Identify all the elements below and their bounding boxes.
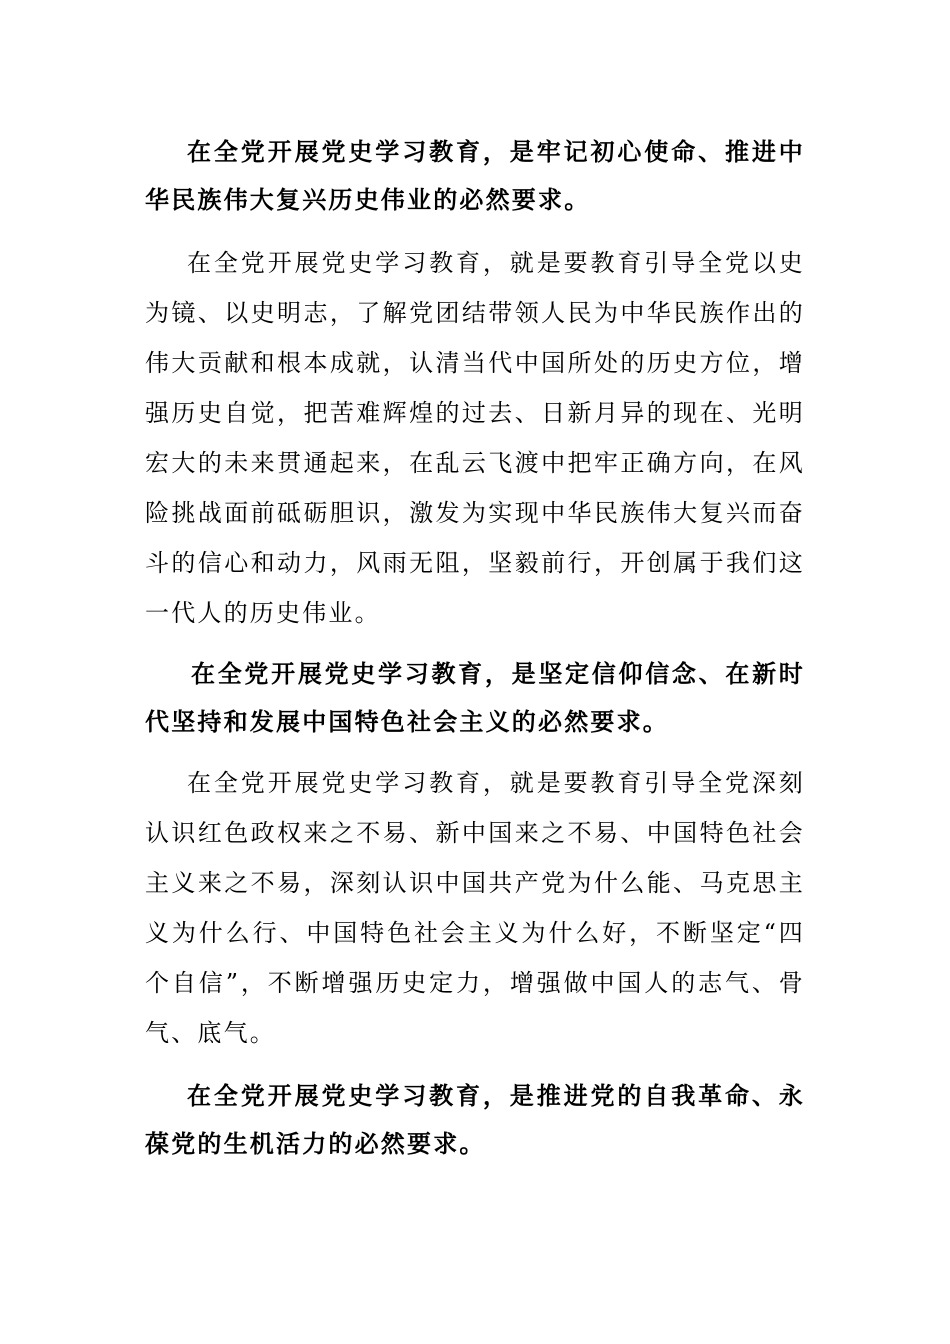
section-body-2: 在全党开展党史学习教育，就是要教育引导全党深刻认识红色政权来之不易、新中国来之不易、中国特色社会主义来之不易，深刻认识中国共产党为什么能、马克思主义为什么行、中国特色社会主义为什么好，不断坚定“四个自信”，不断增强历史定力，增强做中国人的志气、骨气、底气。	[145, 769, 805, 1047]
section-body-1: 在全党开展党史学习教育，就是要教育引导全党以史为镜、以史明志，了解党团结带领人民为中华民族作出的伟大贡献和根本成就，认清当代中国所处的历史方位，增强历史自觉，把苦难辉煌的过去、日新月异的现在、光明宏大的未来贯通起来，在乱云飞渡中把牢正确方向，在风险挑战面前砥砺胆识，激发为实现中华民族伟大复兴而奋斗的信心和动力，风雨无阻，坚毅前行，开创属于我们这一代人的历史伟业。	[145, 249, 805, 627]
section-heading-2: 在全党开展党史学习教育，是坚定信仰信念、在新时代坚持和发展中国特色社会主义的必然要求。	[145, 660, 805, 736]
section-heading-3: 在全党开展党史学习教育，是推进党的自我革命、永葆党的生机活力的必然要求。	[145, 1082, 805, 1158]
section-heading-1: 在全党开展党史学习教育，是牢记初心使命、推进中华民族伟大复兴历史伟业的必然要求。	[145, 138, 805, 214]
